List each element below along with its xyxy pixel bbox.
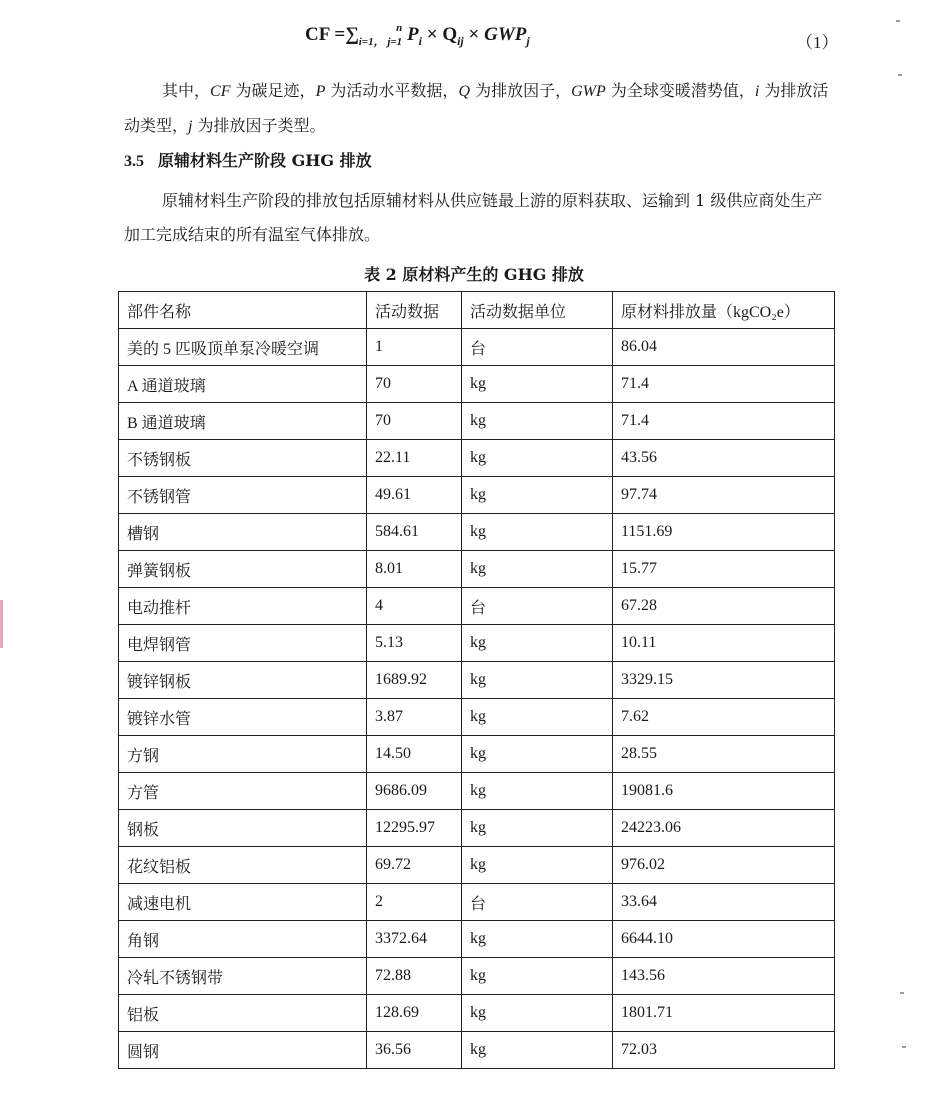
cell-part-name: 槽钢 — [119, 514, 367, 551]
cell-activity-data: 14.50 — [367, 736, 462, 773]
cell-activity-data: 69.72 — [367, 847, 462, 884]
cell-activity-data: 36.56 — [367, 1032, 462, 1069]
cell-part-name: 冷轧不锈钢带 — [119, 958, 367, 995]
table-row — [119, 625, 835, 662]
cell-emission: 86.04 — [613, 329, 835, 366]
cell-emission: 10.11 — [613, 625, 835, 662]
table-row — [119, 1032, 835, 1069]
para1-text-2: 为碳足迹， — [230, 81, 316, 100]
scan-mark — [902, 1046, 906, 1048]
scan-mark — [900, 992, 904, 994]
cell-part-name: 花纹铝板 — [119, 847, 367, 884]
cell-activity-data: 70 — [367, 403, 462, 440]
cell-emission: 71.4 — [613, 366, 835, 403]
table-row — [119, 662, 835, 699]
cell-part-name: 方管 — [119, 773, 367, 810]
cell-part-name: 钢板 — [119, 810, 367, 847]
scan-edge-mark — [0, 600, 3, 648]
cell-activity-unit: kg — [462, 551, 613, 588]
table-row — [119, 958, 835, 995]
cell-activity-unit: kg — [462, 366, 613, 403]
cell-activity-data: 584.61 — [367, 514, 462, 551]
cell-activity-unit: kg — [462, 514, 613, 551]
formula-explanation-paragraph — [124, 74, 836, 144]
table-row — [119, 847, 835, 884]
cell-activity-unit: kg — [462, 403, 613, 440]
table-row — [119, 329, 835, 366]
cell-emission: 72.03 — [613, 1032, 835, 1069]
cell-part-name: 不锈钢管 — [119, 477, 367, 514]
cell-part-name: 减速电机 — [119, 884, 367, 921]
formula-gwp: GWP — [484, 24, 527, 45]
cell-part-name: 铝板 — [119, 995, 367, 1032]
cell-activity-unit: 台 — [462, 329, 613, 366]
formula-q: Q — [442, 24, 458, 45]
section-heading — [124, 148, 372, 171]
cell-part-name: 电动推杆 — [119, 588, 367, 625]
cell-activity-data: 1 — [367, 329, 462, 366]
emissions-table — [118, 291, 835, 1069]
carbon-footprint-formula — [305, 22, 530, 49]
cell-emission: 67.28 — [613, 588, 835, 625]
cell-activity-unit: kg — [462, 921, 613, 958]
para1-text-6: 为排放活动类型， — [124, 81, 829, 135]
cell-part-name: 电焊钢管 — [119, 625, 367, 662]
cell-activity-unit: kg — [462, 699, 613, 736]
para1-gwp: GWP — [571, 83, 606, 100]
scan-mark — [898, 74, 902, 76]
cell-activity-unit: kg — [462, 440, 613, 477]
header-activity-unit: 活动数据单位 — [462, 292, 613, 329]
cell-part-name: 不锈钢板 — [119, 440, 367, 477]
cell-part-name: B 通道玻璃 — [119, 403, 367, 440]
sum-lower-limit: i=1， j=1 — [358, 36, 403, 48]
cell-activity-unit: kg — [462, 662, 613, 699]
cell-part-name: 角钢 — [119, 921, 367, 958]
cell-emission: 97.74 — [613, 477, 835, 514]
formula-p: P — [407, 24, 419, 45]
cell-emission: 33.64 — [613, 884, 835, 921]
cell-emission: 3329.15 — [613, 662, 835, 699]
formula-q-sub: ij — [457, 33, 464, 48]
section-paragraph: 原辅材料生产阶段的排放包括原辅材料从供应链最上游的原料获取、运输到 1 级供应商处生产加工完成结束的所有温室气体排放。 — [124, 191, 823, 244]
cell-activity-data: 4 — [367, 588, 462, 625]
cell-activity-unit: kg — [462, 773, 613, 810]
para1-cf: CF — [210, 83, 231, 100]
table-row — [119, 921, 835, 958]
table-row — [119, 884, 835, 921]
cell-activity-unit: kg — [462, 995, 613, 1032]
cell-activity-data: 22.11 — [367, 440, 462, 477]
cell-activity-data: 3372.64 — [367, 921, 462, 958]
cell-activity-data: 1689.92 — [367, 662, 462, 699]
cell-activity-data: 8.01 — [367, 551, 462, 588]
cell-emission: 71.4 — [613, 403, 835, 440]
cell-activity-data: 12295.97 — [367, 810, 462, 847]
table-row — [119, 773, 835, 810]
para1-p: P — [315, 83, 326, 100]
cell-part-name: 方钢 — [119, 736, 367, 773]
cell-part-name: 圆钢 — [119, 1032, 367, 1069]
para1-text-7: 为排放因子类型。 — [192, 116, 326, 135]
equation-number: （1） — [796, 33, 839, 52]
cell-activity-unit: kg — [462, 810, 613, 847]
para1-text-5: 为全球变暖潜势值， — [605, 81, 755, 100]
section-number: 3.5 — [124, 153, 144, 170]
cell-emission: 24223.06 — [613, 810, 835, 847]
para1-text-3: 为活动水平数据， — [325, 81, 459, 100]
cell-activity-data: 9686.09 — [367, 773, 462, 810]
formula-lhs: CF = — [305, 24, 346, 45]
table-row — [119, 440, 835, 477]
sum-upper-limit: n — [396, 22, 403, 34]
table-body — [119, 329, 835, 1069]
para1-i: i — [754, 83, 760, 100]
cell-emission: 43.56 — [613, 440, 835, 477]
cell-emission: 7.62 — [613, 699, 835, 736]
para1-j: j — [188, 118, 193, 135]
table-row — [119, 403, 835, 440]
cell-emission: 28.55 — [613, 736, 835, 773]
cell-activity-data: 49.61 — [367, 477, 462, 514]
section-title: 原辅材料生产阶段 GHG 排放 — [158, 151, 372, 170]
table-header-row — [119, 292, 835, 329]
table-row — [119, 736, 835, 773]
cell-activity-data: 5.13 — [367, 625, 462, 662]
table-caption: 表 2 原材料产生的 GHG 排放 — [364, 265, 584, 284]
cell-activity-data: 70 — [367, 366, 462, 403]
cell-activity-unit: kg — [462, 625, 613, 662]
table-row — [119, 810, 835, 847]
cell-emission: 15.77 — [613, 551, 835, 588]
header-part-name: 部件名称 — [119, 292, 367, 329]
formula-times-1: × — [421, 24, 443, 45]
cell-activity-unit: kg — [462, 958, 613, 995]
cell-activity-data: 72.88 — [367, 958, 462, 995]
formula-gwp-sub: j — [526, 33, 530, 48]
table-row — [119, 366, 835, 403]
cell-emission: 1151.69 — [613, 514, 835, 551]
table-row — [119, 477, 835, 514]
cell-activity-unit: 台 — [462, 588, 613, 625]
cell-emission: 19081.6 — [613, 773, 835, 810]
table-row — [119, 699, 835, 736]
cell-emission: 976.02 — [613, 847, 835, 884]
cell-part-name: 美的 5 匹吸顶单泵冷暖空调 — [119, 329, 367, 366]
cell-part-name: 镀锌钢板 — [119, 662, 367, 699]
table-row — [119, 551, 835, 588]
cell-activity-unit: kg — [462, 847, 613, 884]
header-activity-data: 活动数据 — [367, 292, 462, 329]
scan-mark — [896, 20, 900, 22]
cell-activity-data: 128.69 — [367, 995, 462, 1032]
para1-text-1: 其中， — [162, 81, 211, 100]
cell-activity-unit: kg — [462, 1032, 613, 1069]
formula-p-sub: i — [418, 33, 422, 48]
sum-symbol: ∑ — [345, 24, 359, 45]
table-row — [119, 995, 835, 1032]
cell-part-name: 镀锌水管 — [119, 699, 367, 736]
cell-activity-data: 3.87 — [367, 699, 462, 736]
cell-emission: 143.56 — [613, 958, 835, 995]
cell-activity-unit: 台 — [462, 884, 613, 921]
cell-part-name: 弹簧钢板 — [119, 551, 367, 588]
table-row — [119, 514, 835, 551]
para1-text-4: 为排放因子， — [470, 81, 572, 100]
cell-activity-unit: kg — [462, 736, 613, 773]
table-row — [119, 588, 835, 625]
cell-emission: 6644.10 — [613, 921, 835, 958]
para1-q: Q — [458, 83, 470, 100]
formula-times-2: × — [463, 24, 485, 45]
cell-emission: 1801.71 — [613, 995, 835, 1032]
cell-part-name: A 通道玻璃 — [119, 366, 367, 403]
header-emission: 原材料排放量（kgCO₂e） — [613, 292, 835, 329]
cell-activity-unit: kg — [462, 477, 613, 514]
cell-activity-data: 2 — [367, 884, 462, 921]
